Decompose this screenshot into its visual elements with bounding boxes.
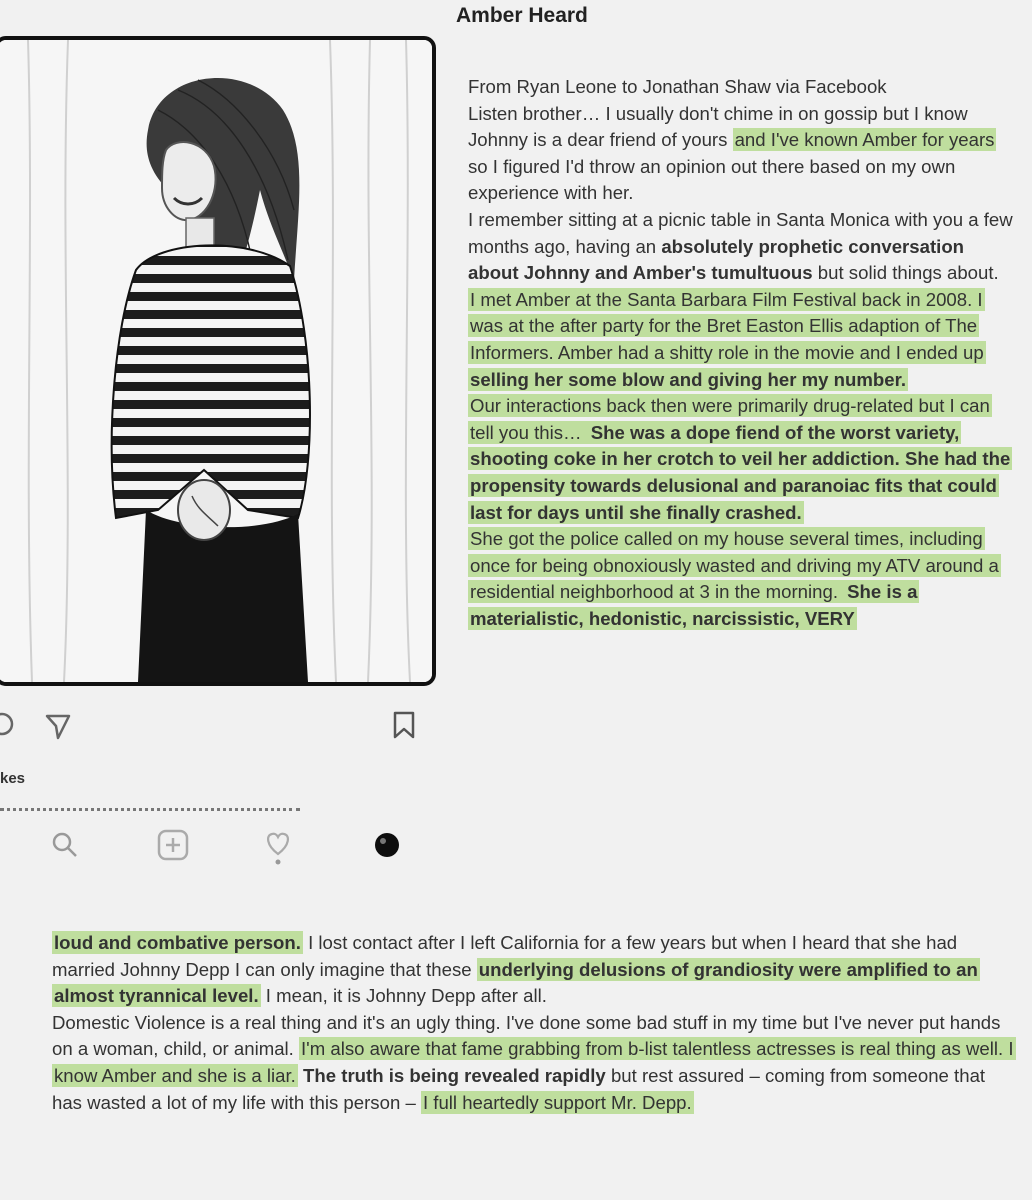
likes-count[interactable]: kes: [0, 770, 26, 787]
post-paragraph: [468, 526, 1016, 632]
post-action-bar: [0, 706, 430, 742]
comment-icon[interactable]: [0, 710, 20, 738]
post-paragraph: [52, 1010, 1020, 1116]
text-segment: The truth is being revealed rapidly: [303, 1064, 606, 1086]
text-segment: I lost contact after I left California for a few years but when I heard that she had married Johnny Depp I can only imagine that these: [52, 932, 958, 980]
caption-preview: [0, 800, 300, 811]
add-post-icon[interactable]: [156, 828, 190, 862]
text-segment: Listen brother… I usually don't chime in on gossip but I know Johnny is a dear friend of yours: [468, 102, 968, 151]
highlighted-text: She got the police called on my house several times, including once for being obnoxiously wasted and driving my ATV around a residential neighborhood at 3 in the morning.: [470, 528, 999, 603]
search-icon[interactable]: [50, 830, 80, 860]
post-paragraph: [468, 393, 1016, 526]
highlighted-text: underlying delusions of grandiosity were amplified to an almost tyrannical level.: [54, 958, 978, 1007]
highlighted-text: I'm also aware that fame grabbing from b-list talentless actresses is real thing as well. I know Amber and she is a liar.: [54, 1038, 1014, 1086]
post-author-name[interactable]: Amber Heard: [456, 4, 588, 27]
post-paragraph: [468, 207, 1016, 287]
profile-avatar-icon[interactable]: [372, 830, 402, 860]
highlighted-text: She was a dope fiend of the worst variety, shooting coke in her crotch to veil her addiction. She had the propensity towards delusional and paranoiac fits that could last for days until she finally crashed.: [470, 421, 1011, 523]
text-segment: From Ryan Leone to Jonathan Shaw via Facebook: [468, 76, 887, 97]
post-paragraph: [468, 74, 1016, 101]
post-paragraph: [52, 930, 1020, 1010]
highlighted-text: and I've known Amber for years: [734, 129, 995, 151]
post-text-bottom: [52, 930, 1020, 1116]
highlighted-text: I met Amber at the Santa Barbara Film Festival back in 2008. I was at the after party for the Bret Easton Ellis adaption of The Informers. Amber had a shitty role in the movie and I ended up: [470, 288, 984, 363]
heart-icon[interactable]: [262, 828, 294, 868]
text-segment: I mean, it is Johnny Depp after all.: [260, 985, 547, 1007]
text-segment: I remember sitting at a picnic table in Santa Monica with you a few months ago, having an: [468, 208, 1013, 257]
highlighted-text: I full heartedly support Mr. Depp.: [422, 1091, 692, 1113]
text-segment: absolutely prophetic conversation about Johnny and Amber's tumultuous: [468, 235, 965, 284]
highlighted-text: Our interactions back then were primarily drug-related but I can tell you this…: [470, 395, 990, 443]
post-paragraph: [468, 287, 1016, 393]
highlighted-text: loud and combative person.: [54, 932, 301, 953]
woman-in-striped-shirt-photo: [0, 40, 432, 682]
highlighted-text: selling her some blow and giving her my number.: [470, 368, 907, 390]
bottom-nav-bar: [0, 822, 430, 866]
highlighted-text: She is a materialistic, hedonistic, narcissistic, VERY: [470, 581, 918, 629]
text-segment: but rest assured – coming from someone that has wasted a lot of my life with this person –: [52, 1064, 986, 1113]
text-segment: so I figured I'd throw an opinion out there based on my own experience with her.: [468, 155, 956, 204]
post-photo[interactable]: [0, 36, 436, 686]
share-icon[interactable]: [44, 712, 72, 740]
text-segment: Domestic Violence is a real thing and it's an ugly thing. I've done some bad stuff in my time but I've never put hands on a woman, child, or animal.: [52, 1011, 1001, 1060]
post-text-top: [468, 74, 1016, 632]
bookmark-icon[interactable]: [392, 710, 416, 740]
text-segment: but solid things about.: [812, 262, 999, 284]
post-paragraph: [468, 101, 1016, 207]
